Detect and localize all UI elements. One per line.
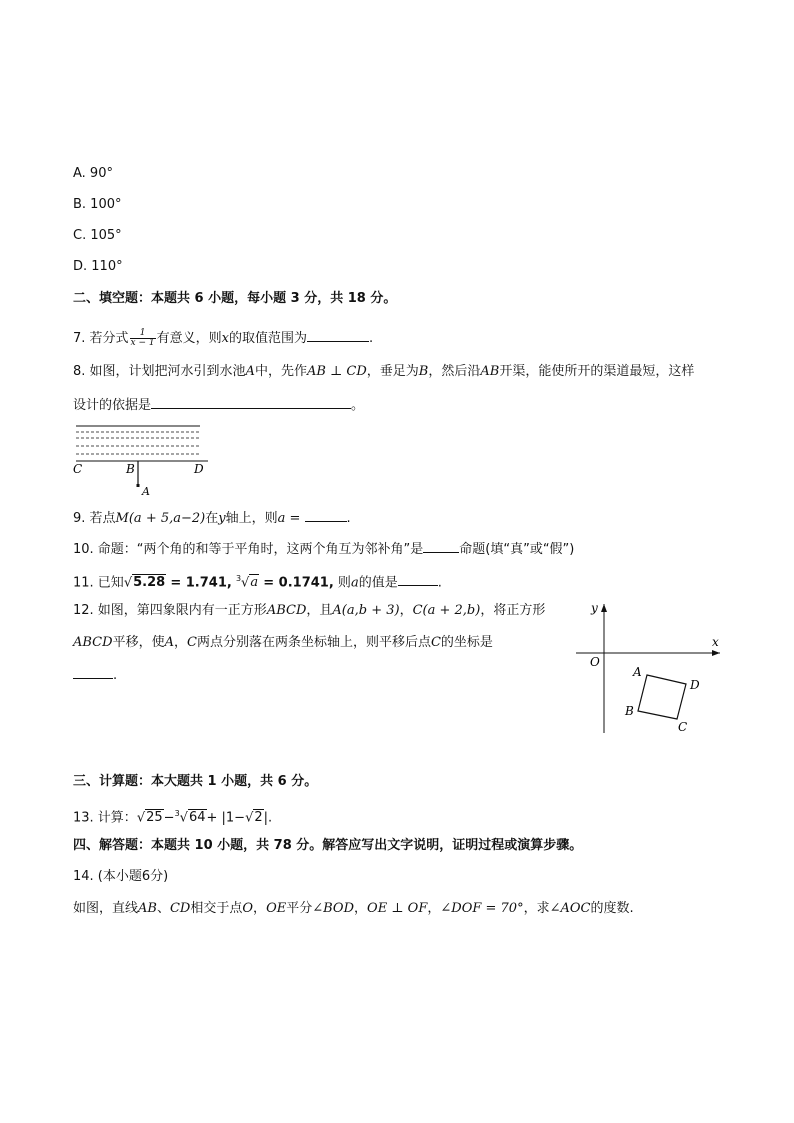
answer-blank[interactable] — [73, 666, 113, 679]
question-13: 13. 计算：√25−$^3$√64+ |1−√2|. — [73, 809, 273, 826]
option-b: B. 100° — [73, 197, 122, 212]
vertex-c: C — [678, 720, 688, 734]
question-12-line-3: . — [73, 666, 117, 684]
option-d: D. 110° — [73, 259, 123, 274]
axis-label-y: y — [591, 601, 598, 615]
label-a: A — [142, 485, 150, 498]
answer-blank[interactable] — [398, 573, 438, 586]
origin-label: O — [590, 655, 600, 669]
label-b: B — [126, 462, 135, 476]
answer-blank[interactable] — [305, 509, 347, 522]
vertex-b: B — [625, 704, 634, 718]
label-c: C — [73, 462, 83, 476]
question-12-line-2: ABCD平移，使A，C两点分别落在两条坐标轴上，则平移后点C的坐标是 — [73, 635, 493, 650]
question-14-head: 14. (本小题6分) — [73, 869, 169, 884]
question-11: 11. 已知√5.28 = 1.741, $^3$√a = 0.1741, 则a的值是 . — [73, 574, 442, 591]
question-9: 9. 若点M(a + 5,a−2)在y轴上，则a = . — [73, 511, 351, 526]
section-heading-calculation: 三、计算题：本大题共 1 小题，共 6 分。 — [73, 774, 318, 789]
answer-blank[interactable] — [307, 329, 369, 342]
label-d: D — [194, 462, 204, 476]
question-8-line-1: 8. 如图，计划把河水引到水池A中，先作AB ⊥ CD，垂足为B，然后沿AB开渠，能使所开的渠道最短，这样 — [73, 364, 695, 379]
vertex-d: D — [690, 678, 700, 692]
coordinate-figure — [570, 598, 730, 738]
question-14-body: 如图，直线AB、CD相交于点O，OE平分∠BOD，OE ⊥ OF，∠DOF = 70°，求∠AOC的度数. — [73, 901, 634, 916]
vertex-a: A — [633, 665, 642, 679]
axis-label-x: x — [712, 635, 719, 649]
answer-blank[interactable] — [423, 540, 459, 553]
section-heading-fill-in: 二、填空题：本题共 6 小题，每小题 3 分，共 18 分。 — [73, 291, 397, 306]
answer-blank[interactable] — [151, 396, 351, 409]
question-10: 10. 命题：“两个角的和等于平角时，这两个角互为邻补角”是 命题(填“真”或“假”) — [73, 542, 575, 557]
river-figure — [70, 422, 220, 498]
option-c: C. 105° — [73, 228, 122, 243]
fraction: $\frac{1}{x - 1}$ — [130, 328, 155, 348]
question-7: 7. 若分式 $\frac{1}{x - 1}$ 有意义，则x的取值范围为 . — [73, 328, 374, 348]
section-heading-answer: 四、解答题：本题共 10 小题，共 78 分。解答应写出文字说明，证明过程或演算步骤。 — [73, 838, 583, 853]
option-a: A. 90° — [73, 166, 113, 181]
question-8-line-2: 设计的依据是 。 — [73, 398, 365, 413]
question-12-line-1: 12. 如图，第四象限内有一正方形ABCD，且A(a,b + 3)，C(a + 2,b)，将正方形 — [73, 603, 546, 618]
